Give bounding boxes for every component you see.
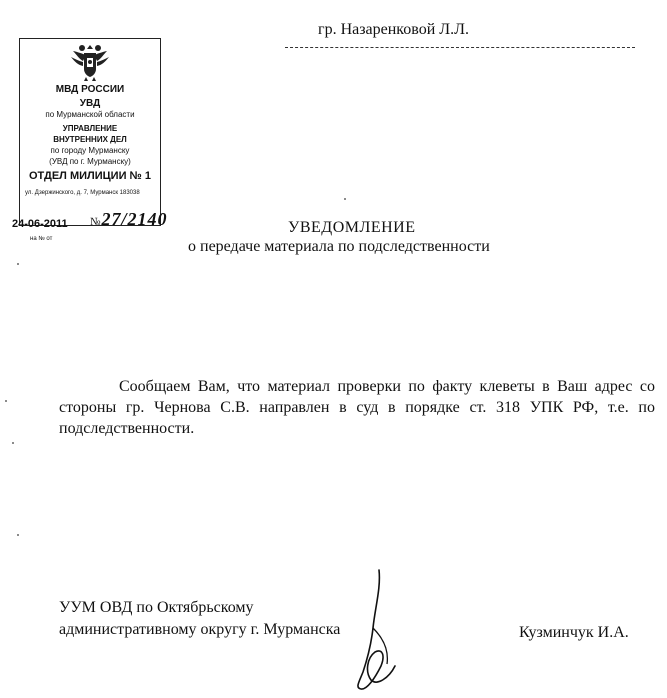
stamp-line-internal-affairs: ВНУТРЕННИХ ДЕЛ [53, 135, 127, 144]
scan-speck [5, 400, 7, 402]
scan-speck [12, 442, 14, 444]
stamp-line-ministry: МВД РОССИИ [55, 84, 125, 95]
handwritten-signature [345, 568, 415, 693]
scan-speck [17, 534, 19, 536]
stamp-line-police-division: ОТДЕЛ МИЛИЦИИ № 1 [29, 170, 151, 182]
signer-position-line-2: административному округу г. Мурманска [59, 621, 341, 638]
number-value: 27/2140 [101, 209, 168, 229]
registration-number [90, 209, 168, 230]
document-body: Сообщаем Вам, что материал проверки по факту клеветы в Ваш адрес со стороны гр. Чернова С.В. направлен в суд в порядке ст. 318 УПК РФ, т.е. по подследственности. [59, 378, 655, 437]
registration-date: 24-06-2011 [12, 218, 68, 230]
stamp-line-city: по городу Мурманску [50, 146, 130, 155]
signer-position-line-1: УУМ ОВД по Октябрьскому [59, 599, 254, 616]
scan-speck [17, 263, 19, 265]
addressee-divider [285, 47, 635, 48]
stamp-line-department: УПРАВЛЕНИЕ [62, 124, 118, 133]
document-title: УВЕДОМЛЕНИЕ [288, 219, 416, 236]
signer-name: Кузминчук И.А. [519, 624, 629, 641]
registration-reference: на № от [30, 236, 53, 242]
number-prefix: № [90, 216, 102, 228]
stamp-line-abbr: (УВД по г. Мурманску) [49, 157, 131, 166]
addressee: гр. Назаренковой Л.Л. [318, 21, 469, 38]
stamp-line-region: по Мурманской области [45, 110, 135, 119]
double-headed-eagle-emblem [69, 41, 111, 81]
stamp-line-uvd: УВД [79, 98, 101, 109]
scan-speck [344, 198, 346, 200]
document-subtitle: о передаче материала по подследственности [188, 238, 490, 255]
official-stamp [19, 38, 161, 226]
stamp-line-address: ул. Дзержинского, д. 7, Мурманск 183038 [25, 190, 140, 196]
